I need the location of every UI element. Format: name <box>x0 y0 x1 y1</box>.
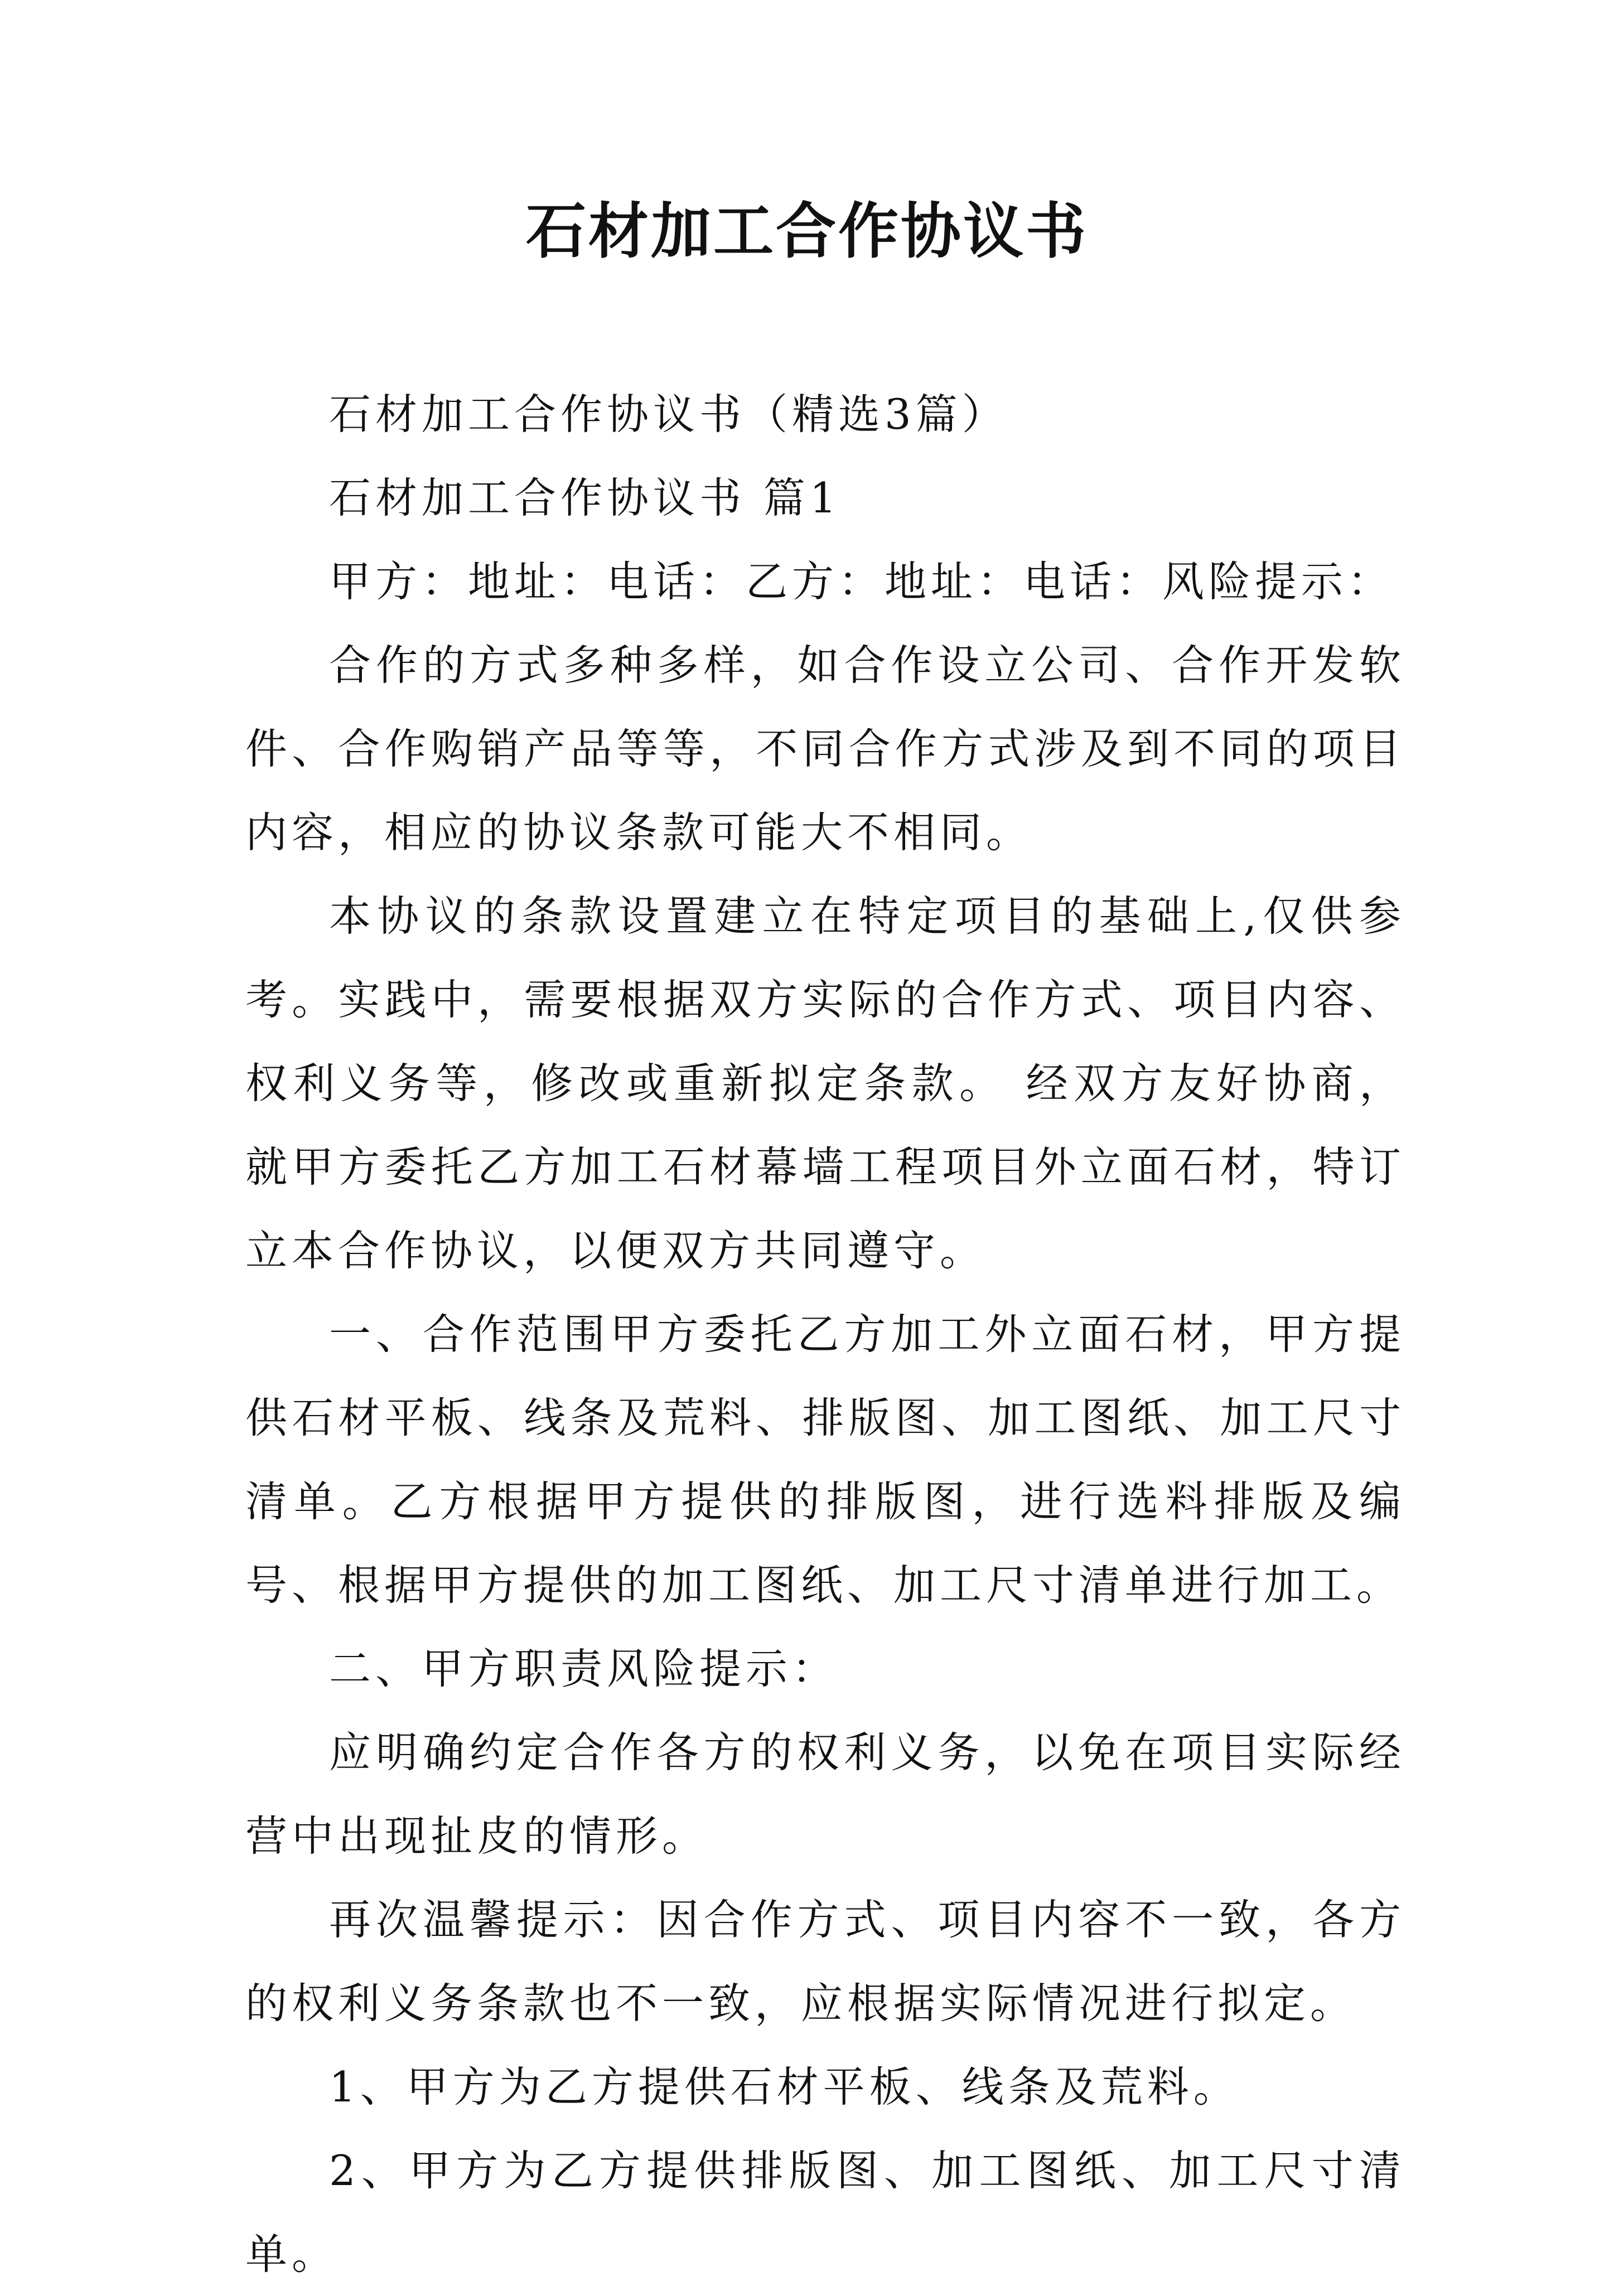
document-title: 石材加工合作协议书 <box>525 196 1088 267</box>
paragraph-item-2: 2、甲方为乙方提供排版图、加工图纸、加工尺寸清单。 <box>245 2146 1405 2279</box>
paragraph-article-heading: 石材加工合作协议书 篇1 <box>329 473 841 522</box>
paragraph-rights-obligations: 应明确约定合作各方的权利义务，以免在项目实际经营中出现扯皮的情形。 <box>245 1728 1405 1861</box>
paragraph-party-info: 甲方：地址：电话：乙方：地址：电话：风险提示： <box>329 557 1394 606</box>
paragraph-cooperation-methods: 合作的方式多种多样，如合作设立公司、合作开发软件、合作购销产品等等，不同合作方式涉及到不同的项目内容，相应的协议条款可能大不相同。 <box>245 641 1405 857</box>
document-body <box>245 372 1405 2296</box>
paragraph-agreement-basis: 本协议的条款设置建立在特定项目的基础上,仅供参考。实践中，需要根据双方实际的合作方式、项目内容、权利义务等，修改或重新拟定条款。 经双方友好协商，就甲方委托乙方加工石材幕墙工程项目外立面石材，特订立本合作协议，以便双方共同遵守。 <box>245 892 1405 1275</box>
paragraph-item-1: 1、甲方为乙方提供石材平板、线条及荒料。 <box>329 2062 1240 2111</box>
paragraph-collection-title: 石材加工合作协议书（精选3篇） <box>329 390 1008 439</box>
paragraph-cooperation-scope: 一、合作范围甲方委托乙方加工外立面石材，甲方提供石材平板、线条及荒料、排版图、加工图纸、加工尺寸清单。乙方根据甲方提供的排版图，进行选料排版及编号、根据甲方提供的加工图纸、加工尺寸清单进行加工。 <box>245 1310 1405 1610</box>
paragraph-party-a-duties-heading: 二、甲方职责风险提示： <box>329 1644 839 1693</box>
paragraph-reminder: 再次温馨提示：因合作方式、项目内容不一致，各方的权利义务条款也不一致，应根据实际情况进行拟定。 <box>245 1895 1405 2028</box>
